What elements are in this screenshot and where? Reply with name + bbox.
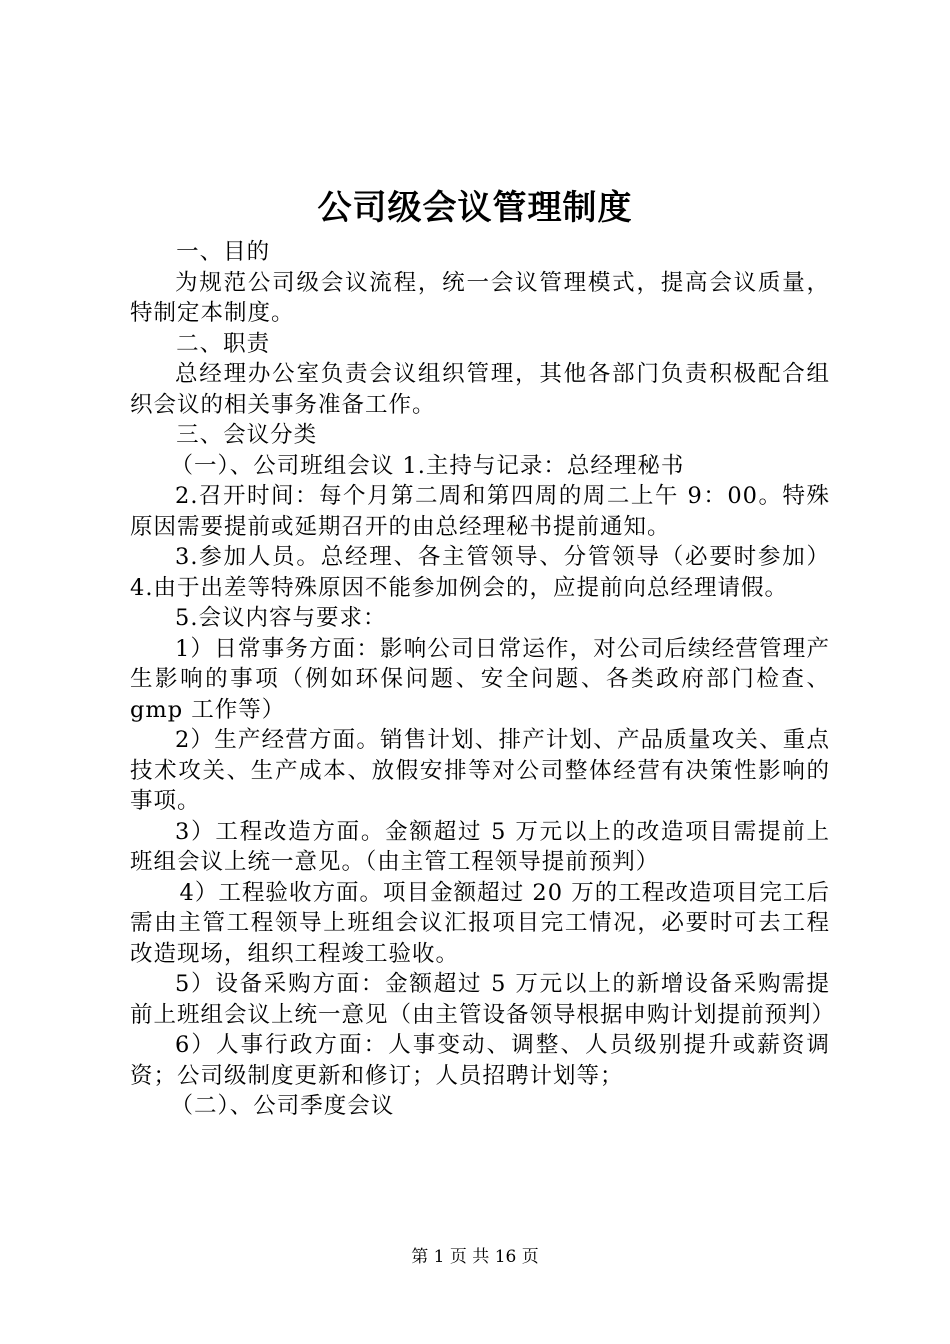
page-indicator: 第 1 页 共 16 页	[411, 1247, 539, 1267]
paragraph-responsibility: 总经理办公室负责会议组织管理，其他各部门负责积极配合组织会议的相关事务准备工作。	[130, 361, 830, 418]
list-item-production: 2）生产经营方面。销售计划、排产计划、产品质量攻关、重点技术攻关、生产成本、放假安排等对公司整体经营有决策性影响的事项。	[130, 727, 830, 814]
section-heading-purpose: 一、目的	[176, 239, 271, 265]
document-body	[130, 237, 836, 1122]
section-heading-responsibility: 二、职责	[176, 330, 271, 357]
list-item-equipment-purchase: 5）设备采购方面：金额超过 5 万元以上的新增设备采购需提前上班组会议上统一意见（由主管设备领导根据申购计划提前预判）	[130, 971, 836, 1028]
paragraph-meeting-time: 2.召开时间：每个月第二周和第四周的周二上午 9：00。特殊原因需要提前或延期召开的由总经理秘书提前通知。	[130, 483, 830, 540]
subsection-quarterly-meeting: （二）、公司季度会议	[170, 1093, 395, 1119]
list-item-hr-admin: 6）人事行政方面：人事变动、调整、人员级别提升或薪资调资；公司级制度更新和修订；人员招聘计划等；	[130, 1032, 830, 1089]
list-item-daily-affairs: 1）日常事务方面：影响公司日常运作，对公司后续经营管理产生影响的事项（例如环保问题、安全问题、各类政府部门检查、gmp 工作等）	[130, 635, 830, 723]
paragraph-attendees: 3.参加人员。总经理、各主管领导、分管领导（必要时参加）4.由于出差等特殊原因不能参加例会的，应提前向总经理请假。	[130, 544, 830, 601]
section-heading-classification: 三、会议分类	[176, 422, 318, 448]
list-item-engineering-renovation: 3）工程改造方面。金额超过 5 万元以上的改造项目需提前上班组会议上统一意见。（由主管工程领导提前预判）	[130, 818, 830, 875]
document-title: 公司级会议管理制度	[317, 188, 633, 228]
paragraph-purpose: 为规范公司级会议流程，统一会议管理模式，提高会议质量，特制定本制度。	[130, 269, 830, 326]
list-item-engineering-acceptance: 4）工程验收方面。项目金额超过 20 万的工程改造项目完工后需由主管工程领导上班组会议汇报项目完工情况，必要时可去工程改造现场，组织工程竣工验收。	[130, 879, 830, 967]
paragraph-content-requirements: 5.会议内容与要求：	[175, 605, 387, 631]
subsection-team-meeting: （一）、公司班组会议 1.主持与记录：总经理秘书	[170, 452, 685, 479]
